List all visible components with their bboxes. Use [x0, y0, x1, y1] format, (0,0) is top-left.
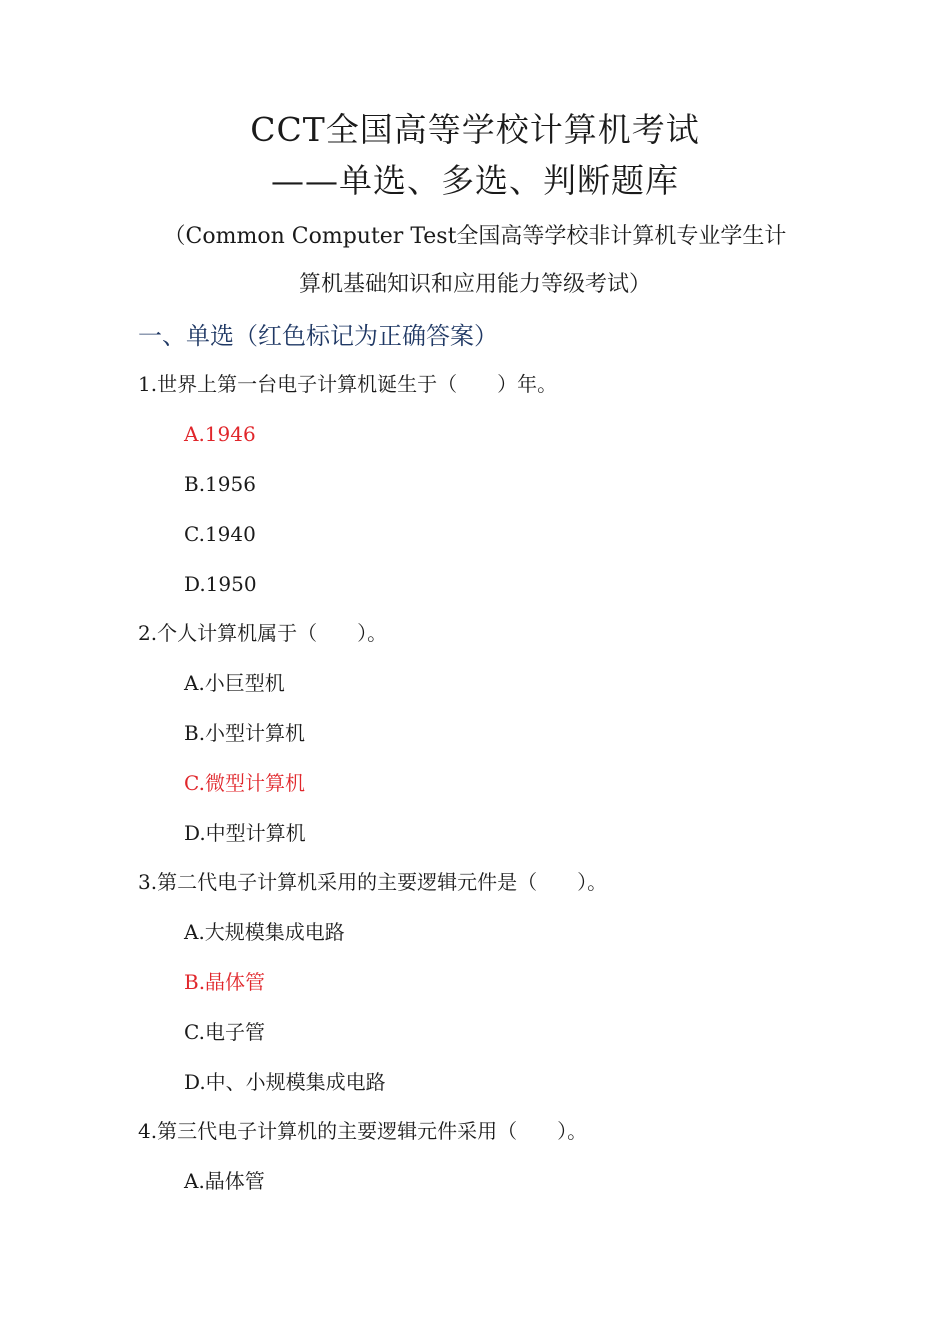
question-3-option-b: B.晶体管 [184, 970, 266, 994]
question-2-option-d: D.中型计算机 [184, 821, 306, 845]
section-heading-single-choice: 一、单选（红色标记为正确答案） [138, 322, 498, 350]
question-1-option-a: A.1946 [184, 422, 256, 446]
question-2-option-a: A.小巨型机 [184, 671, 285, 695]
question-3-option-d: D.中、小规模集成电路 [184, 1070, 386, 1094]
question-3-option-a: A.大规模集成电路 [184, 920, 345, 944]
question-1-option-d: D.1950 [184, 572, 257, 596]
document-title-line-1: CCT全国高等学校计算机考试 [250, 110, 700, 149]
question-2-option-b: B.小型计算机 [184, 721, 306, 745]
question-2-text: 2.个人计算机属于（ ）。 [138, 621, 388, 645]
question-3-option-c: C.电子管 [184, 1020, 265, 1044]
question-1-option-b: B.1956 [184, 472, 256, 496]
question-4-text: 4.第三代电子计算机的主要逻辑元件采用（ ）。 [138, 1119, 588, 1143]
document-subtitle-line-1: （Common Computer Test全国高等学校非计算机专业学生计 [163, 224, 787, 249]
document-title-line-2: ——单选、多选、判断题库 [271, 161, 679, 200]
question-1-option-c: C.1940 [184, 522, 256, 546]
question-4-option-a: A.晶体管 [184, 1169, 265, 1193]
document-subtitle-line-2: 算机基础知识和应用能力等级考试） [298, 272, 651, 297]
question-2-option-c: C.微型计算机 [184, 771, 305, 795]
question-1-text: 1.世界上第一台电子计算机诞生于（ ）年。 [138, 372, 558, 396]
question-3-text: 3.第二代电子计算机采用的主要逻辑元件是（ ）。 [138, 870, 608, 894]
